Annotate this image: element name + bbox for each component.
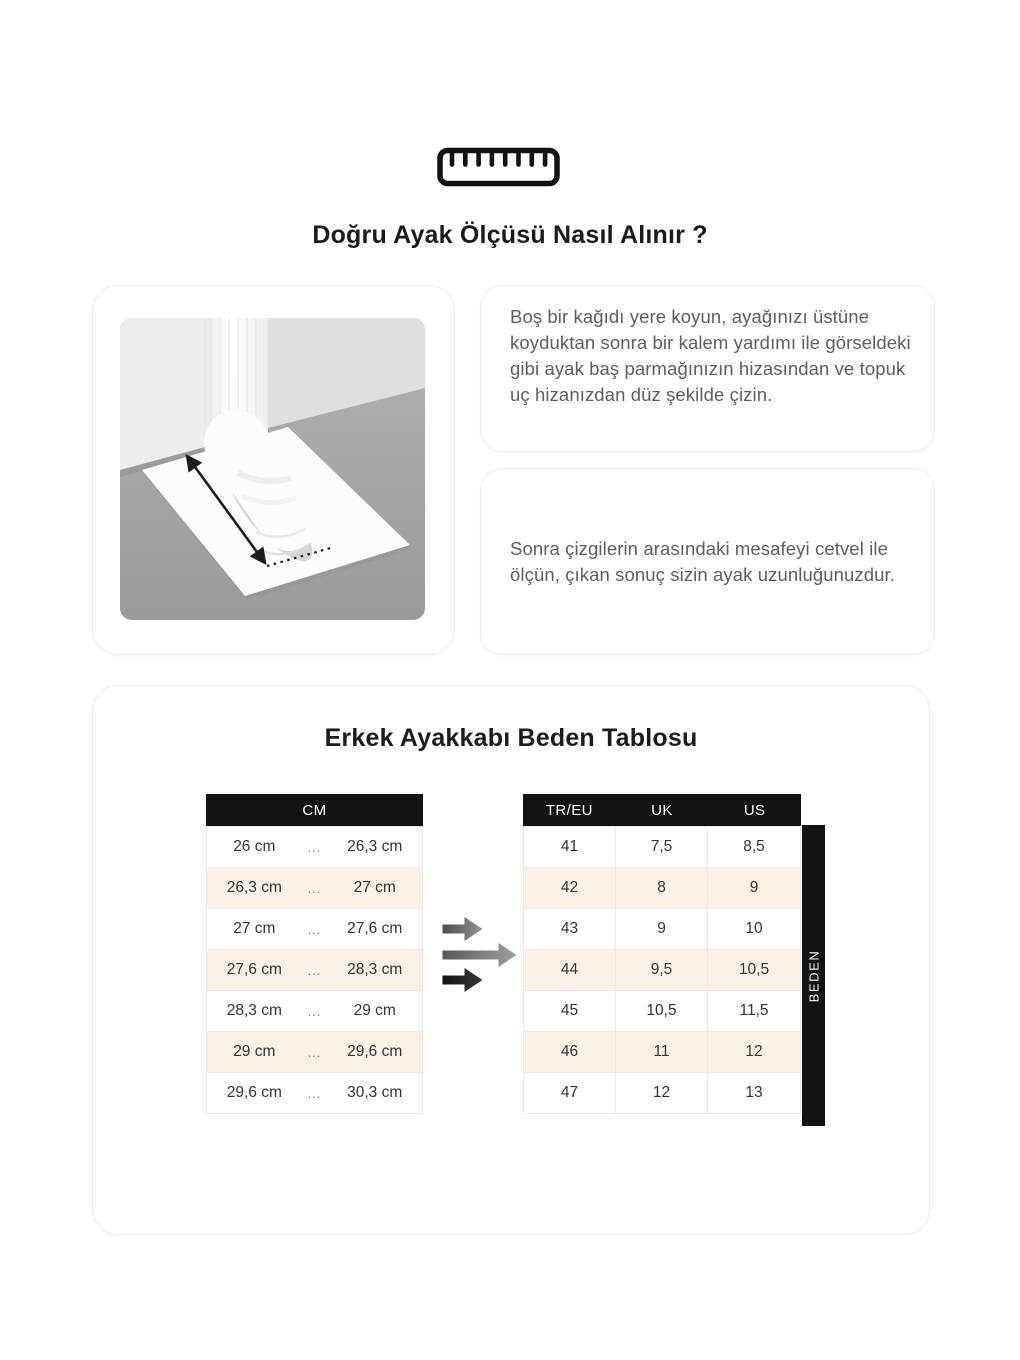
conversion-table-row xyxy=(523,867,801,909)
treu-size-value: 47 xyxy=(524,1073,616,1113)
uk-size-value: 9 xyxy=(616,909,708,949)
cm-from-value: 26 cm xyxy=(233,838,276,855)
conversion-arrows-icon xyxy=(438,914,523,994)
conversion-table-row xyxy=(523,949,801,991)
uk-size-value: 9,5 xyxy=(616,950,708,990)
uk-size-value: 8 xyxy=(616,868,708,908)
cm-table-row xyxy=(206,990,423,1032)
measurement-photo-card xyxy=(92,285,455,655)
us-size-value: 10 xyxy=(745,920,763,937)
ruler-icon xyxy=(437,147,560,187)
uk-size-value: 12 xyxy=(616,1073,708,1113)
cm-to-value: 28,3 cm xyxy=(347,961,403,978)
range-dots: ... xyxy=(307,962,322,978)
conversion-table-row xyxy=(523,1072,801,1114)
conversion-table-header xyxy=(523,794,801,826)
col-header-treu: TR/EU xyxy=(545,801,593,819)
cm-table-row xyxy=(206,1072,423,1114)
cm-from-value: 28,3 cm xyxy=(226,1002,282,1019)
cm-table-row xyxy=(206,908,423,950)
cm-to-value: 29 cm xyxy=(353,1002,396,1019)
uk-size-value: 11 xyxy=(616,1032,708,1072)
cm-from-value: 29 cm xyxy=(233,1043,276,1060)
cm-table-body xyxy=(206,826,423,1114)
cm-table-row xyxy=(206,826,423,868)
range-dots: ... xyxy=(307,839,322,855)
conversion-table-row xyxy=(523,990,801,1032)
instruction-step-2: Sonra çizgilerin arasındaki mesafeyi cetvel ile ölçün, çıkan sonuç sizin ayak uzunluğunuzdur. xyxy=(510,537,896,585)
uk-size-value: 7,5 xyxy=(616,827,708,867)
instruction-card-1 xyxy=(480,285,935,452)
cm-from-value: 29,6 cm xyxy=(226,1084,282,1101)
uk-size-value: 10,5 xyxy=(616,991,708,1031)
size-table-card xyxy=(92,685,930,1235)
conversion-table-body xyxy=(523,826,801,1114)
us-size-value: 11,5 xyxy=(739,1002,769,1019)
cm-table-row xyxy=(206,949,423,991)
cm-table-header: CM xyxy=(206,794,423,826)
conversion-table-row xyxy=(523,908,801,950)
size-table-title: Erkek Ayakkabı Beden Tablosu xyxy=(324,724,698,752)
treu-size-value: 46 xyxy=(524,1032,616,1072)
conversion-table xyxy=(523,794,801,1114)
us-size-value: 10,5 xyxy=(738,961,770,978)
cm-from-value: 27 cm xyxy=(233,920,276,937)
cm-to-value: 26,3 cm xyxy=(347,838,403,855)
us-size-value: 8,5 xyxy=(743,838,765,855)
cm-from-value: 27,6 cm xyxy=(226,961,282,978)
cm-from-value: 26,3 cm xyxy=(226,879,282,896)
page-title: Doğru Ayak Ölçüsü Nasıl Alınır ? xyxy=(312,221,708,249)
foot-measurement-photo xyxy=(120,318,425,620)
cm-to-value: 29,6 cm xyxy=(347,1043,403,1060)
range-dots: ... xyxy=(307,880,322,896)
conversion-table-row xyxy=(523,1031,801,1073)
cm-to-value: 27,6 cm xyxy=(347,920,403,937)
us-size-value: 9 xyxy=(749,879,759,896)
cm-table-row xyxy=(206,867,423,909)
conversion-table-row xyxy=(523,826,801,868)
range-dots: ... xyxy=(307,1003,322,1019)
treu-size-value: 41 xyxy=(524,827,616,867)
range-dots: ... xyxy=(307,921,322,937)
instruction-card-2 xyxy=(480,468,935,655)
us-size-value: 12 xyxy=(745,1043,763,1060)
col-header-us: US xyxy=(743,801,766,819)
treu-size-value: 44 xyxy=(524,950,616,990)
treu-size-value: 43 xyxy=(524,909,616,949)
cm-to-value: 30,3 cm xyxy=(347,1084,403,1101)
beden-side-bar xyxy=(802,825,825,1126)
us-size-value: 13 xyxy=(745,1084,763,1101)
instruction-step-1: Boş bir kağıdı yere koyun, ayağınızı üstüne koyduktan sonra bir kalem yardımı ile görseldeki gibi ayak baş parmağınızın hizasından ve topuk uç hizanızdan düz şekilde çizin. xyxy=(510,306,911,405)
col-header-uk: UK xyxy=(651,801,673,819)
treu-size-value: 45 xyxy=(524,991,616,1031)
range-dots: ... xyxy=(307,1085,322,1101)
treu-size-value: 42 xyxy=(524,868,616,908)
range-dots: ... xyxy=(307,1044,322,1060)
cm-to-value: 27 cm xyxy=(353,879,396,896)
cm-table xyxy=(206,794,423,1114)
beden-label: BEDEN xyxy=(806,949,821,1002)
cm-table-row xyxy=(206,1031,423,1073)
